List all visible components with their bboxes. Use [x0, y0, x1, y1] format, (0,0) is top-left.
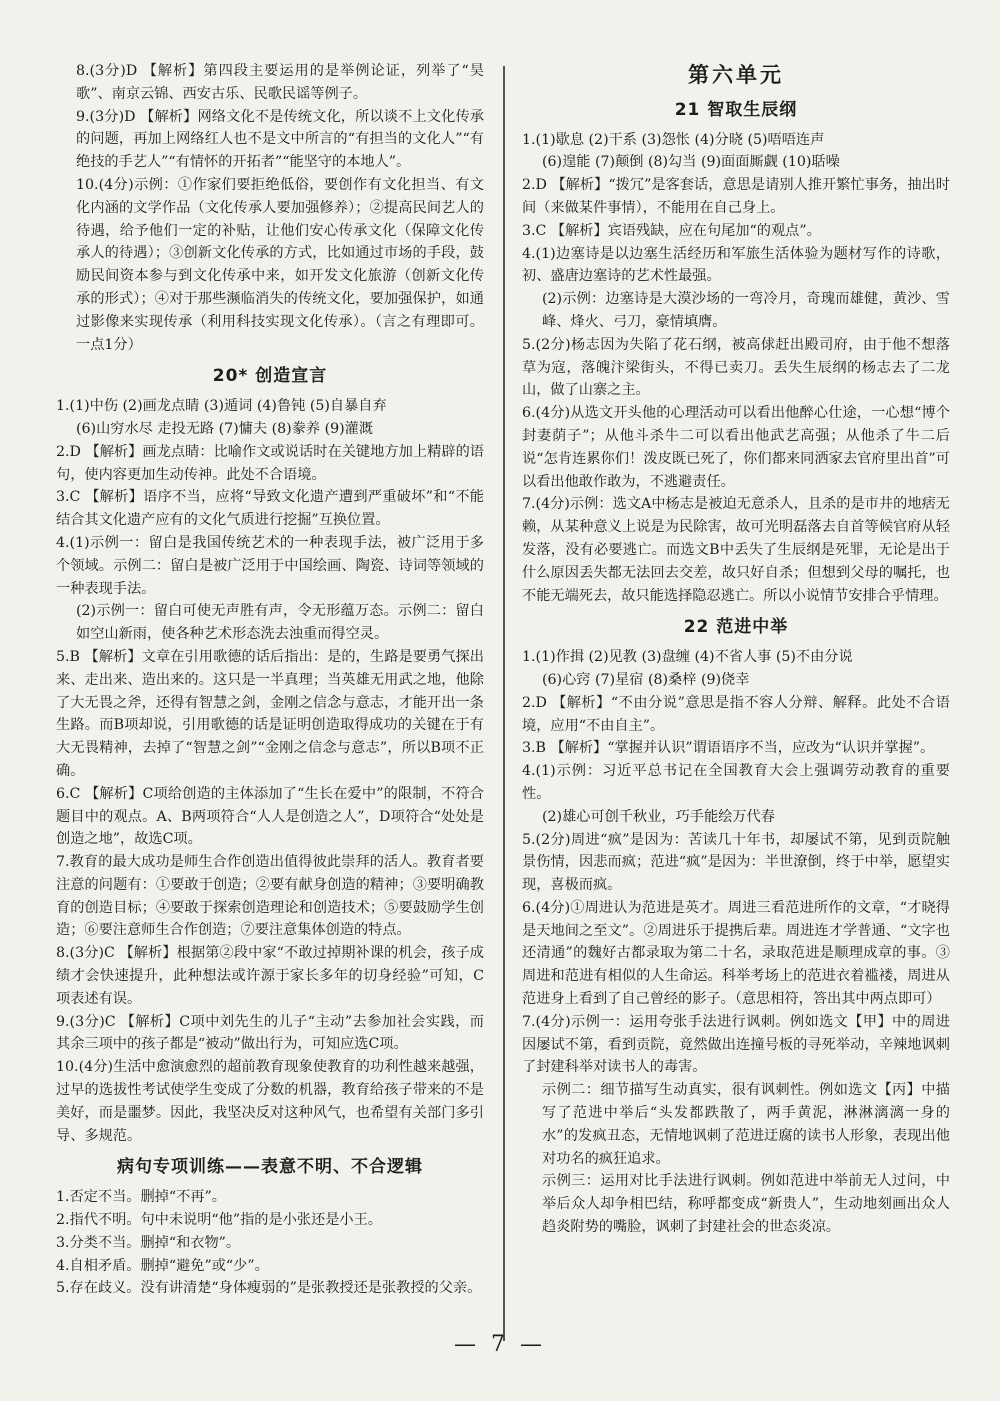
answer-item: 4.自相矛盾。删掉“避免”或“少”。: [56, 1257, 269, 1274]
answer-item: 7.(4分)示例：选文A中杨志是被迫无意杀人，且杀的是市井的地痞无赖，从某种意义上说是为民除害，故可光明磊落去自首等候官府从轻发落，没有必要逃亡。而选文B中丢失了生辰纲是死罪，无论是出于什么原因丢失都无法回去交差，故只好自杀；但想到父母的嘱托，也不能无端死去，故只能选择隐忍逃亡。所以小说情节安排合乎情理。: [522, 496, 950, 604]
answer-item: 1.(1)中伤 (2)画龙点睛 (3)遁词 (4)鲁钝 (5)自暴自弃: [56, 398, 387, 415]
answer-item: 1.(1)作揖 (2)见教 (3)盘缠 (4)不省人事 (5)不由分说: [522, 649, 853, 666]
section-title-22: 22 范进中举: [683, 617, 789, 638]
answer-item: 5.(2分)杨志因为失陷了花石纲，被高俅赶出殿司府，由于他不想落草为寇，落魄汴梁街头，不得已卖刀。丢失生辰纲的杨志去了二龙山，做了山寨之主。: [522, 336, 950, 399]
answer-item: 6.(4分)从选文开头他的心理活动可以看出他醉心仕途，一心想“博个封妻荫子”；从他斗杀牛二可以看出他武艺高强；从他杀了牛二后说“怎肯连累你们！泼皮既已死了，你们都来同洒家去官府里出首”可以看出他敢作敢为，不逃避责任。: [522, 405, 950, 490]
page-number: — 7 —: [454, 1332, 546, 1357]
answer-item: 5.(2分)周进“疯”是因为：苦读几十年书，却屡试不第，见到贡院触景伤情，因悲而疯；范进“疯”是因为：半世潦倒，终于中举，愿望实现，喜极而疯。: [522, 831, 950, 894]
answer-item: 8.(3分)D 【解析】第四段主要运用的是举例论证，列举了“昊歌”、南京云锦、西安古乐、民歌民谣等例子。: [76, 63, 484, 102]
unit-title: 第六单元: [688, 63, 784, 87]
answer-item: 示例三：运用对比手法进行讽刺。例如范进中举前无人过问，中举后众人却争相巴结，称呼都变成“新贵人”，生动地刻画出众人趋炎附势的嘴脸，讽刺了封建社会的世态炎凉。: [542, 1173, 950, 1236]
answer-item: 3.C 【解析】宾语残缺，应在句尾加“的观点”。: [522, 222, 821, 239]
answer-item: 4.(1)边塞诗是以边塞生活经历和军旅生活体验为题材写作的诗歌，初、盛唐边塞诗的艺术性最强。: [522, 245, 950, 285]
section-title-drill: 病句专项训练——表意不明、不合逻辑: [117, 1157, 423, 1178]
left-column: [56, 60, 484, 1300]
answer-item: 3.C 【解析】语序不当，应将“导致文化遗产遭到严重破坏”和“不能结合其文化遗产应有的文化气质进行挖掘”互换位置。: [56, 489, 484, 529]
answer-item: 9.(3分)D 【解析】网络文化不是传统文化，所以谈不上文化传承的问题，再加上网络红人也不是文中所言的“有担当的文化人”“有绝技的手艺人”“有情怀的开拓者”“能坚守的本地人”。: [76, 108, 484, 171]
section-title-20: 20* 创造宣言: [212, 366, 328, 387]
column-divider: [503, 66, 505, 1341]
answer-item: 2.D 【解析】“拨冗”是客套话，意思是请别人推开繁忙事务，抽出时间（来做某件事情），不能用在自己身上。: [522, 177, 950, 216]
answer-item: (6)心窍 (7)星宿 (8)桑梓 (9)侥幸: [542, 671, 750, 688]
answer-item: 5.存在歧义。没有讲清楚“身体瘦弱的”是张教授还是张教授的父亲。: [56, 1280, 482, 1297]
answer-item: 6.C 【解析】C项给创造的主体添加了“生长在爱中”的限制，不符合题目中的观点。A、B两项符合“人人是创造之人”，D项符合“处处是创造之地”，故选C项。: [56, 785, 484, 848]
answer-item: 1.(1)歇息 (2)干系 (3)怨怅 (4)分晓 (5)唔唔连声: [522, 131, 825, 148]
right-column: [522, 60, 950, 1239]
answer-item: 1.否定不当。删掉“不再”。: [56, 1189, 226, 1206]
answer-item: 示例二：细节描写生动真实，很有讽刺性。例如选文【丙】中描写了范进中举后“头发都跌散了，两手黄泥，淋淋漓漓一身的水”的发疯丑态，无情地讽刺了范进迂腐的读书人形象，表现出他对功名的疯狂追求。: [542, 1082, 950, 1167]
answer-item: (6)遑能 (7)颠倒 (8)勾当 (9)面面厮觑 (10)聒噪: [542, 154, 840, 171]
answer-item: 2.指代不明。句中未说明“他”指的是小张还是小王。: [56, 1212, 382, 1229]
answer-item: 4.(1)示例一：留白是我国传统艺术的一种表现手法，被广泛用于多个领域。示例二：留白是被广泛用于中国绘画、陶瓷、诗词等领域的一种表现手法。: [56, 534, 484, 597]
answer-item: 7.(4分)示例一：运用夸张手法进行讽刺。例如选文【甲】中的周进因屡试不第，看到贡院，竟然做出连撞号板的寻死举动，辛辣地讽刺了封建科举对读书人的毒害。: [522, 1013, 950, 1076]
answer-item: 4.(1)示例：习近平总书记在全国教育大会上强调劳动教育的重要性。: [522, 763, 950, 802]
answer-item: 3.B 【解析】“掌握并认识”谓语语序不当，应改为“认识并掌握”。: [522, 740, 935, 757]
answer-item: 5.B 【解析】文章在引用歌德的话后指出：是的，生路是要勇气探出来、走出来、造出来的。这只是一半真理；当英雄无用武之地，他除了大无畏之斧，还得有智慧之剑，金刚之信念与意志，才能开出一条生路。而B项却说，引用歌德的话是证明创造取得成功的关键在于有大无畏精神，去掉了“智慧之剑”“金刚之信念与意志”，所以B项不正确。: [56, 648, 484, 779]
answer-item: (2)示例一：留白可使无声胜有声，令无形蕴万态。示例二：留白如空山新雨，使各种艺术形态洗去浊重而得空灵。: [76, 603, 484, 643]
answer-item: 7.教育的最大成功是师生合作创造出值得彼此崇拜的活人。教育者要注意的问题有：①要敢于创造；②要有献身创造的精神；③要明确教育的创造目标；④要敢于探索创造理论和创造技术；⑤要鼓励学生创造；⑥要注意师生合作创造；⑦要注意集体创造的特点。: [56, 854, 484, 939]
answer-item: (6)山穷水尽 走投无路 (7)慵夫 (8)豢养 (9)灌溉: [76, 420, 374, 437]
answer-item: 9.(3分)C 【解析】C项中刘先生的儿子“主动”去参加社会实践，而其余三项中的孩子都是“被动”做出行为，可知应选C项。: [56, 1013, 484, 1053]
section-title-21: 21 智取生辰纲: [674, 99, 798, 120]
answer-item: 10.(4分)生活中愈演愈烈的超前教育现象使教育的功利性越来越强，过早的选拔性考试使学生变成了分数的机器，教育给孩子带来的不是美好，而是噩梦。因此，我坚决反对这种风气，也希望有关部门多引导、多规范。: [56, 1059, 484, 1144]
answer-item: (2)示例：边塞诗是大漠沙场的一弯冷月，奇瑰而雄健，黄沙、雪峰、烽火、弓刀，豪情填膺。: [542, 291, 950, 330]
answer-item: 2.D 【解析】“不由分说”意思是指不容人分辩、解释。此处不合语境，应用“不由自主”。: [522, 694, 950, 734]
answer-item: (2)雄心可创千秋业，巧手能绘万代春: [542, 808, 775, 825]
answer-item: 3.分类不当。删掉“和衣物”。: [56, 1234, 241, 1251]
answer-item: 2.D 【解析】画龙点睛：比喻作文或说话时在关键地方加上精辟的语句，使内容更加生动传神。此处不合语境。: [56, 443, 484, 483]
answer-item: 10.(4分)示例：①作家们要拒绝低俗，要创作有文化担当、有文化内涵的文学作品（文化传承人要加强修养）；②提高民间艺人的待遇，给予他们一定的补贴，让他们安心传承文化（保障文化传承人的待遇）；③创新文化传承的方式，比如通过市场的手段，鼓励民间资本参与到文化传承中来，如开发文化旅游（创新文化传承的形式）；④对于那些濒临消失的传统文化，要加强保护，如通过影像来实现传承（利用科技实现文化传承）。（言之有理即可。一点1分）: [76, 176, 484, 353]
answer-item: 6.(4分)①周进认为范进是英才。周进三看范进所作的文章，“才晓得是天地间之至文”。②周进乐于提携后辈。周进连才学普通、“文字也还清通”的魏好古都录取为第二十名，录取范进是顺理成章的事。③周进和范进有相似的人生命运。科举考场上的范进衣着褴褛，周进从范进身上看到了自己曾经的影子。（意思相符，答出其中两点即可）: [522, 899, 950, 1008]
answer-item: 8.(3分)C 【解析】根据第②段中家“不敢过掉期补课的机会，孩子成绩才会快速提升，此种想法或许源于家长多年的切身经验”可知，C项表述有误。: [56, 945, 484, 1007]
